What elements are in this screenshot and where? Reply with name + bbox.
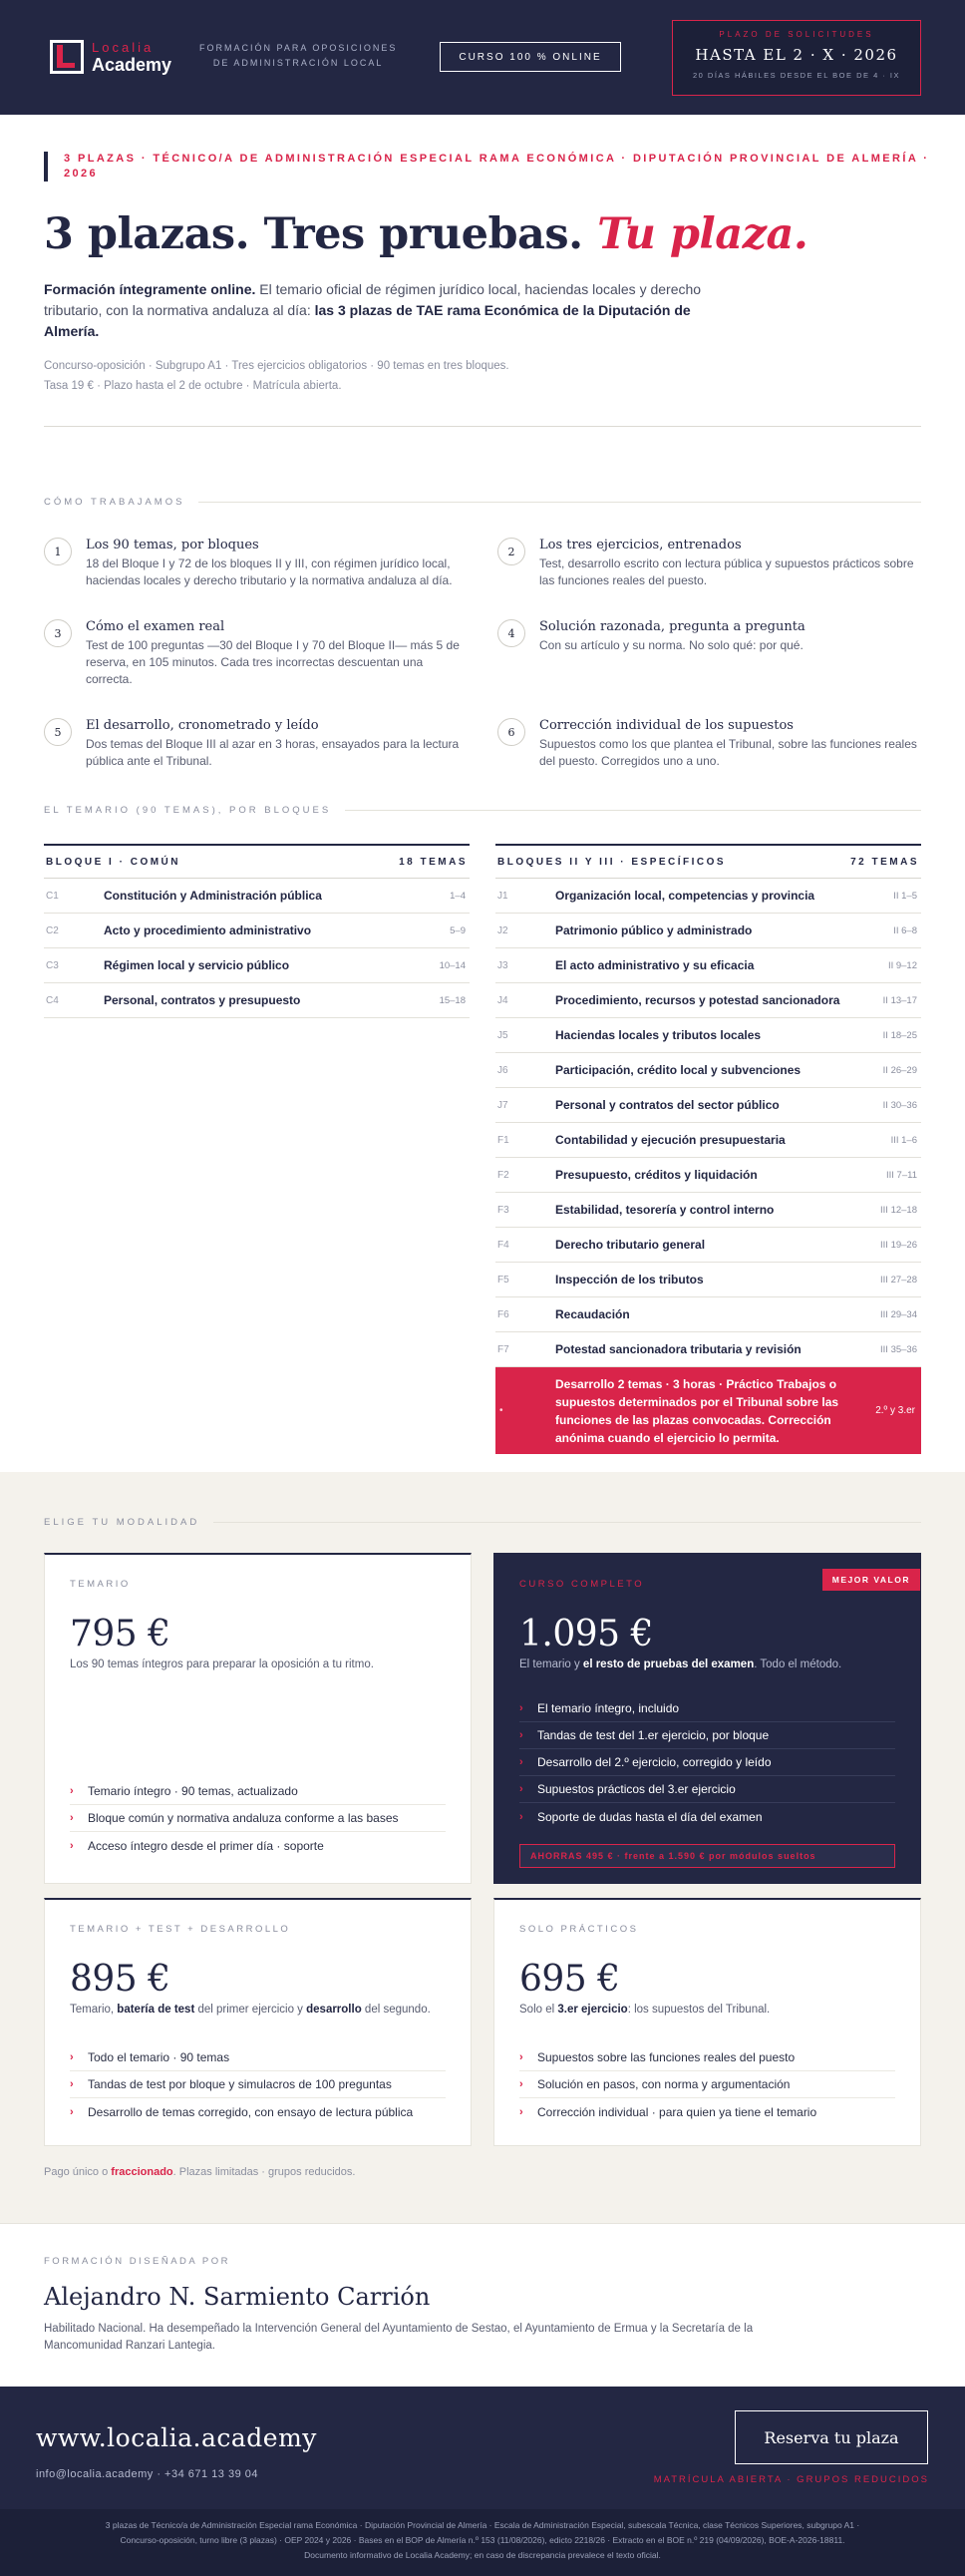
plan-desc xyxy=(519,1656,895,1673)
legal-notice xyxy=(0,2509,965,2576)
feature-item xyxy=(70,1778,446,1805)
step-number: 4 xyxy=(497,619,525,647)
author-section xyxy=(0,2223,965,2387)
row-name: Personal, contratos y presupuesto xyxy=(104,993,301,1007)
row-range: III 27–28 xyxy=(880,1274,917,1286)
table-row xyxy=(495,1297,921,1332)
plan-card-temario[interactable] xyxy=(44,1553,472,1884)
tagline-line2: DE ADMINISTRACIÓN LOCAL xyxy=(212,58,384,68)
feature-item xyxy=(70,2044,446,2071)
feature-item xyxy=(70,2071,446,2098)
plan-price: 795 € xyxy=(70,1614,170,1655)
row-name: Haciendas locales y tributos locales xyxy=(555,1028,762,1042)
plan-label: SOLO PRÁCTICOS xyxy=(519,1924,639,1935)
hero-meta xyxy=(44,356,921,396)
table-row xyxy=(495,1158,921,1193)
feature-text: Tandas de test del 1.er ejercicio, por bloque xyxy=(537,1728,770,1742)
row-code: F1 xyxy=(497,1134,509,1146)
row-name: Personal y contratos del sector público xyxy=(555,1098,780,1112)
row-name: Organización local, competencias y provincia xyxy=(555,889,815,903)
desc-bold2: desarrollo xyxy=(306,2004,362,2016)
row-range: II 9–12 xyxy=(887,959,917,971)
tagline xyxy=(199,41,397,71)
row-range: 5–9 xyxy=(450,924,466,936)
how-heading: CÓMO TRABAJAMOS xyxy=(44,497,921,508)
row-code: C3 xyxy=(46,959,59,971)
table-row xyxy=(495,1228,921,1263)
row-range: 15–18 xyxy=(439,994,466,1006)
meta-line1: Concurso-oposición · Subgrupo A1 · Tres ejercicios obligatorios · 90 temas en tres bloques. xyxy=(44,360,509,372)
step-item xyxy=(44,538,468,589)
chevron-right-icon: › xyxy=(70,1812,74,1824)
feature-item xyxy=(70,1805,446,1832)
chevron-right-icon: › xyxy=(70,2078,74,2090)
steps-grid xyxy=(44,538,921,770)
hero-section xyxy=(0,115,965,427)
table-row xyxy=(495,1193,921,1228)
row-code: J1 xyxy=(497,890,508,902)
author-bio: Habilitado Nacional. Ha desempeñado la Intervención General del Ayuntamiento de Sestao, el Ayuntamiento de Ermua y la Secretaría de la Mancomunidad Ranzari Lantegia. xyxy=(44,2323,754,2352)
chevron-right-icon: › xyxy=(519,1756,523,1768)
plan-price: 695 € xyxy=(519,1959,620,2000)
note-pre: Pago único o xyxy=(44,2166,112,2178)
plan-features xyxy=(519,2044,895,2125)
row-code: F2 xyxy=(497,1169,509,1181)
step-title: El desarrollo, cronometrado y leído xyxy=(86,718,319,733)
author-name: Alejandro N. Sarmiento Carrión xyxy=(44,2283,431,2311)
meta-line2: Tasa 19 € · Plazo hasta el 2 de octubre · Matrícula abierta. xyxy=(44,380,342,392)
online-course-button[interactable]: CURSO 100 % ONLINE xyxy=(440,42,621,72)
chevron-right-icon: › xyxy=(519,2051,523,2063)
brand-line1: Localia xyxy=(92,39,155,55)
site-url-link[interactable]: www.localia.academy xyxy=(36,2423,317,2452)
row-name: Contabilidad y ejecución presupuestaria xyxy=(555,1133,786,1147)
desc-bold: el resto de pruebas del examen xyxy=(582,1658,755,1670)
step-desc: Dos temas del Bloque III al azar en 3 horas, ensayados para la lectura pública ante el Tribunal. xyxy=(86,737,460,768)
plan-label: CURSO COMPLETO xyxy=(519,1579,645,1590)
deadline-box xyxy=(672,20,921,96)
step-desc: Con su artículo y su norma. No solo qué: por qué. xyxy=(539,638,804,652)
row-code: J6 xyxy=(497,1064,508,1076)
feature-item xyxy=(70,1832,446,1859)
row-code: F6 xyxy=(497,1308,509,1320)
row-name: Derecho tributario general xyxy=(555,1238,706,1252)
feature-text: Solución en pasos, con norma y argumentación xyxy=(537,2077,791,2091)
chevron-right-icon: › xyxy=(70,2105,74,2118)
row-name: Potestad sancionadora tributaria y revisión xyxy=(555,1342,802,1356)
note-post: . Plazas limitadas · grupos reducidos. xyxy=(172,2166,356,2178)
site-footer xyxy=(0,2387,965,2509)
step-desc: Test, desarrollo escrito con lectura pública y supuestos prácticos sobre las funciones reales del puesto. xyxy=(539,556,914,587)
row-range: III 35–36 xyxy=(880,1343,917,1355)
row-range: II 6–8 xyxy=(893,924,917,936)
chevron-right-icon: › xyxy=(519,2078,523,2090)
block1-header xyxy=(44,844,470,879)
row-name: Inspección de los tributos xyxy=(555,1273,704,1287)
chevron-right-icon: › xyxy=(519,1702,523,1714)
table-row xyxy=(44,948,470,983)
page-title xyxy=(44,209,921,259)
row-code: F5 xyxy=(497,1274,509,1286)
row-name: El acto administrativo y su eficacia xyxy=(555,958,755,972)
tagline-line1: FORMACIÓN PARA OPOSICIONES xyxy=(199,43,398,53)
feature-item xyxy=(519,1695,895,1722)
plan-features xyxy=(70,2044,446,2125)
block2-table xyxy=(495,844,921,1454)
step-title: Cómo el examen real xyxy=(86,619,225,634)
development-row xyxy=(495,1367,921,1454)
plan-features xyxy=(70,1778,446,1859)
desc-bold: batería de test xyxy=(117,2004,195,2016)
syllabus-section xyxy=(0,805,965,1454)
row-range: III 1–6 xyxy=(890,1134,917,1146)
step-item xyxy=(497,538,921,589)
hero-kicker: 3 PLAZAS · TÉCNICO/A DE ADMINISTRACIÓN ESPECIAL RAMA ECONÓMICA · DIPUTACIÓN PROVINCIAL DE ALMERÍA · 2026 xyxy=(44,152,941,182)
legal-line3: Documento informativo de Localia Academy; en caso de discrepancia prevalece el texto oficial. xyxy=(304,2550,661,2560)
row-code: J3 xyxy=(497,959,508,971)
brand-logo[interactable] xyxy=(50,40,171,74)
row-code: F3 xyxy=(497,1204,509,1216)
chevron-right-icon: › xyxy=(519,2105,523,2118)
brand-line2: Academy xyxy=(92,54,172,75)
row-name: Constitución y Administración pública xyxy=(104,889,322,903)
block2-header xyxy=(495,844,921,879)
row-code: J5 xyxy=(497,1029,508,1041)
step-desc: Supuestos como los que plantea el Tribunal, sobre las funciones reales del puesto. Corregidos uno a uno. xyxy=(539,737,917,768)
plan-desc: Los 90 temas íntegros para preparar la oposición a tu ritmo. xyxy=(70,1658,374,1670)
divider xyxy=(44,426,921,427)
plan-price: 895 € xyxy=(70,1959,170,2000)
desc-mid: del primer ejercicio y xyxy=(194,2004,307,2016)
row-range: II 30–36 xyxy=(882,1099,917,1111)
row-name: Recaudación xyxy=(555,1307,630,1321)
row-name: Presupuesto, créditos y liquidación xyxy=(555,1168,758,1182)
row-code: J2 xyxy=(497,924,508,936)
plan-price: 1.095 € xyxy=(519,1614,653,1655)
row-code: C2 xyxy=(46,924,59,936)
desc-pre: El temario y xyxy=(519,1658,583,1670)
table-row xyxy=(495,914,921,948)
title-accent: Tu plaza. xyxy=(597,209,808,259)
feature-text: El temario íntegro, incluido xyxy=(537,1701,680,1715)
table-row xyxy=(44,983,470,1018)
block2-count: 72 TEMAS xyxy=(850,857,919,868)
table-row xyxy=(495,1088,921,1123)
desc-post: del segundo. xyxy=(361,2004,431,2016)
chevron-right-icon: › xyxy=(519,1783,523,1795)
step-item xyxy=(497,619,921,688)
hero-lead xyxy=(44,279,722,342)
row-code: C1 xyxy=(46,890,59,902)
lead-bold2: las 3 plazas de TAE rama Económica de la Diputación de Almería. xyxy=(44,302,691,339)
feature-item xyxy=(519,1803,895,1830)
lead-text: El temario oficial de régimen jurídico local, haciendas locales y derecho tributario, con la normativa andaluza al día: xyxy=(44,281,702,318)
pricing-heading: ELIGE TU MODALIDAD xyxy=(44,1517,921,1528)
savings-banner: AHORRAS 495 € · frente a 1.590 € por módulos sueltos xyxy=(519,1844,895,1868)
feature-text: Supuestos sobre las funciones reales del puesto xyxy=(537,2050,796,2064)
step-title: Los tres ejercicios, entrenados xyxy=(539,538,742,552)
note-bold: fraccionado xyxy=(111,2166,173,2178)
plan-desc xyxy=(70,2002,446,2019)
feature-text: Tandas de test por bloque y simulacros de 100 preguntas xyxy=(88,2077,392,2091)
feature-item xyxy=(70,2098,446,2125)
desc-post: : los supuestos del Tribunal. xyxy=(627,2004,771,2016)
table-row xyxy=(495,1263,921,1297)
plan-card-complete[interactable] xyxy=(493,1553,921,1884)
step-desc: Test de 100 preguntas —30 del Bloque I y 70 del Bloque II— más 5 de reserva, en 105 minutos. Cada tres incorrectas descuentan una correcta. xyxy=(86,638,460,686)
enroll-note: MATRÍCULA ABIERTA · GRUPOS REDUCIDOS xyxy=(653,2474,929,2485)
row-range: II 26–29 xyxy=(882,1064,917,1076)
step-number: 3 xyxy=(44,619,72,647)
desc-pre: Temario, xyxy=(70,2004,118,2016)
desc-post: . Todo el método. xyxy=(754,1658,842,1670)
feature-text: Soporte de dudas hasta el día del examen xyxy=(537,1809,763,1824)
row-code: C4 xyxy=(46,994,59,1006)
how-section xyxy=(0,497,965,770)
table-row xyxy=(44,879,470,914)
table-row xyxy=(495,983,921,1018)
table-row xyxy=(495,1018,921,1053)
table-row xyxy=(495,948,921,983)
row-range: III 12–18 xyxy=(880,1204,917,1216)
block1-table xyxy=(44,844,470,1454)
step-number: 1 xyxy=(44,538,72,565)
step-item xyxy=(44,619,468,688)
plan-label: TEMARIO xyxy=(70,1579,131,1590)
row-name: Acto y procedimiento administrativo xyxy=(104,923,312,937)
block2-title: BLOQUES II Y III · ESPECÍFICOS xyxy=(497,857,727,868)
row-range: II 18–25 xyxy=(882,1029,917,1041)
row-code: F4 xyxy=(497,1239,509,1251)
table-row xyxy=(495,879,921,914)
site-header xyxy=(0,0,965,115)
step-item xyxy=(497,718,921,770)
legal-line2: Concurso-oposición, turno libre (3 plazas) · OEP 2024 y 2026 · Bases en el BOP de Almería n.º 153 (11/08/2026), edicto 2218/26 · Extracto en el BOE n.º 219 (04/09/2026), BOE-A-2026-18811. xyxy=(120,2535,845,2545)
logo-mark-icon xyxy=(50,40,84,74)
feature-item xyxy=(519,2098,895,2125)
title-main: 3 plazas. Tres pruebas. xyxy=(44,209,583,259)
step-title: Los 90 temas, por bloques xyxy=(86,538,259,552)
row-range: II 1–5 xyxy=(893,890,917,902)
row-range: II 13–17 xyxy=(882,994,917,1006)
feature-text: Temario íntegro · 90 temas, actualizado xyxy=(88,1784,298,1798)
feature-text: Desarrollo del 2.º ejercicio, corregido y leído xyxy=(537,1755,772,1769)
desc-bold: 3.er ejercicio xyxy=(557,2004,628,2016)
deadline-sub: 20 DÍAS HÁBILES DESDE EL BOE DE 4 · IX xyxy=(692,71,901,80)
table-row xyxy=(495,1053,921,1088)
chevron-right-icon: › xyxy=(70,2051,74,2063)
plan-card-test-desarrollo[interactable] xyxy=(44,1898,472,2146)
step-desc: 18 del Bloque I y 72 de los bloques II y III, con régimen jurídico local, haciendas locales y derecho tributario y la normativa andaluza al día. xyxy=(86,556,453,587)
feature-text: Corrección individual · para quien ya tiene el temario xyxy=(537,2104,817,2119)
row-name: Patrimonio público y administrado xyxy=(555,923,753,937)
row-range: 10–14 xyxy=(439,959,466,971)
dev-range: 2.º y 3.er xyxy=(875,1405,915,1416)
row-range: III 7–11 xyxy=(886,1169,917,1181)
dev-code: • xyxy=(499,1405,503,1416)
step-number: 5 xyxy=(44,718,72,746)
chevron-right-icon: › xyxy=(519,1810,523,1823)
plan-card-practicos[interactable] xyxy=(493,1898,921,2146)
step-item xyxy=(44,718,468,770)
step-title: Corrección individual de los supuestos xyxy=(539,718,794,733)
row-code: F7 xyxy=(497,1343,509,1355)
plan-features xyxy=(519,1695,895,1830)
author-label: FORMACIÓN DISEÑADA POR xyxy=(44,2256,230,2267)
best-value-badge: MEJOR VALOR xyxy=(822,1569,920,1591)
feature-text: Acceso íntegro desde el primer día · soporte xyxy=(88,1838,324,1853)
deadline-label: PLAZO DE SOLICITUDES xyxy=(719,30,874,39)
legal-line1: 3 plazas de Técnico/a de Administración Especial rama Económica · Diputación Provincial de Almería · Escala de Administración Especial, subescala Técnica, clase Técnicos Superiores, subgrupo A1 · xyxy=(105,2520,860,2530)
feature-item xyxy=(519,2071,895,2098)
row-name: Participación, crédito local y subvenciones xyxy=(555,1063,802,1077)
row-range: 1–4 xyxy=(450,890,466,902)
feature-item xyxy=(519,1722,895,1749)
desc-pre: Solo el xyxy=(519,2004,558,2016)
feature-text: Bloque común y normativa andaluza conforme a las bases xyxy=(88,1811,399,1825)
pricing-section xyxy=(0,1472,965,2223)
chevron-right-icon: › xyxy=(70,1839,74,1852)
row-name: Procedimiento, recursos y potestad sancionadora xyxy=(555,993,840,1007)
feature-item xyxy=(519,1776,895,1803)
row-range: III 29–34 xyxy=(880,1308,917,1320)
feature-text: Todo el temario · 90 temas xyxy=(88,2050,230,2064)
feature-item xyxy=(519,1749,895,1776)
row-code: J7 xyxy=(497,1099,508,1111)
table-row xyxy=(495,1332,921,1367)
plan-desc xyxy=(519,2002,895,2019)
lead-bold: Formación íntegramente online. xyxy=(44,281,256,297)
row-code: J4 xyxy=(497,994,508,1006)
chevron-right-icon: › xyxy=(519,1729,523,1741)
step-number: 6 xyxy=(497,718,525,746)
deadline-date: HASTA EL 2 · X · 2026 xyxy=(695,46,898,64)
block1-title: BLOQUE I · COMÚN xyxy=(46,857,180,868)
contact-info[interactable]: info@localia.academy · +34 671 13 39 04 xyxy=(36,2468,258,2480)
table-row xyxy=(495,1123,921,1158)
chevron-right-icon: › xyxy=(70,1785,74,1797)
feature-item xyxy=(519,2044,895,2071)
step-title: Solución razonada, pregunta a pregunta xyxy=(539,619,805,634)
reserve-button[interactable]: Reserva tu plaza xyxy=(735,2410,928,2464)
feature-text: Supuestos prácticos del 3.er ejercicio xyxy=(537,1782,736,1796)
dev-text: Desarrollo 2 temas · 3 horas · Práctico Trabajos o supuestos determinados por el Tribunal sobre las funciones de las plazas convocadas. Corrección anónima cuando el ejercicio lo permita. xyxy=(555,1376,839,1445)
row-range: III 19–26 xyxy=(880,1239,917,1251)
block1-count: 18 TEMAS xyxy=(399,857,468,868)
syllabus-heading: EL TEMARIO (90 TEMAS), POR BLOQUES xyxy=(44,805,921,816)
payment-note xyxy=(44,2166,921,2178)
row-name: Estabilidad, tesorería y control interno xyxy=(555,1203,775,1217)
step-number: 2 xyxy=(497,538,525,565)
table-row xyxy=(44,914,470,948)
plan-label: TEMARIO + TEST + DESARROLLO xyxy=(70,1924,291,1935)
feature-text: Desarrollo de temas corregido, con ensayo de lectura pública xyxy=(88,2104,414,2119)
row-name: Régimen local y servicio público xyxy=(104,958,290,972)
